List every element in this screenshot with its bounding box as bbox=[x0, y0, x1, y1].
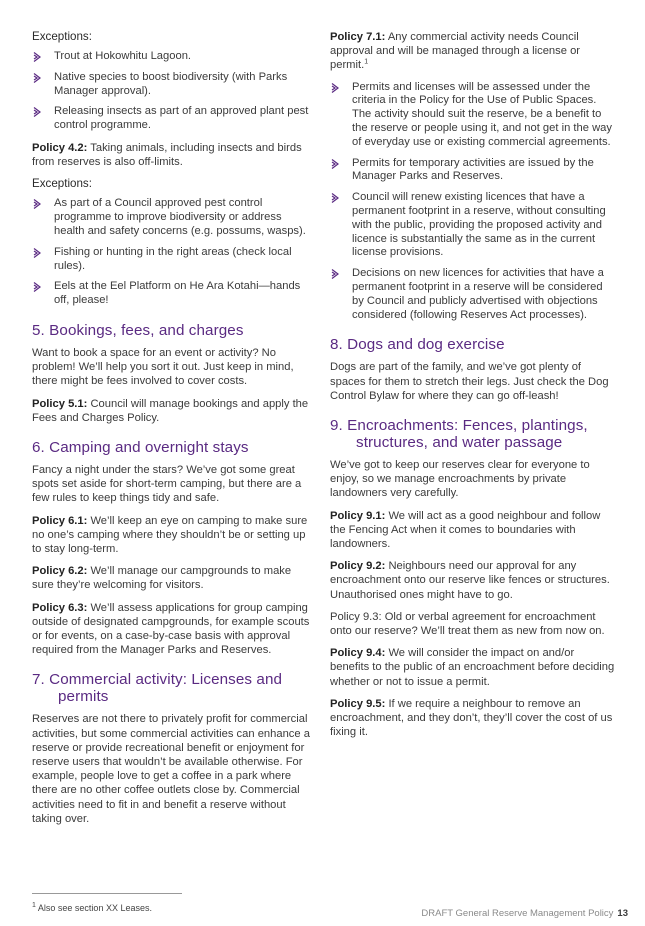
footnote bbox=[32, 903, 152, 913]
list-item-text: Trout at Hokowhitu Lagoon. bbox=[54, 50, 192, 62]
section-heading-9 bbox=[330, 417, 616, 451]
section-6-intro: Fancy a night under the stars? We’ve got some great spots set aside for short-term camping, but there are a few rules to keep things tidy and safe. bbox=[32, 463, 302, 505]
list-item-text: Native species to boost biodiversity (with Parks Manager approval). bbox=[54, 70, 288, 97]
double-chevron-right-icon bbox=[32, 198, 44, 210]
list-item-text: Eels at the Eel Platform on He Ara Kotahi—hands off, please! bbox=[54, 280, 301, 307]
footer-title: DRAFT General Reserve Management Policy bbox=[421, 908, 614, 919]
policy-7-1 bbox=[330, 30, 616, 73]
section-8-intro: Dogs are part of the family, and we’ve got plenty of spaces for them to stretch their legs. Just check the Dog Control Bylaw for where they can go off-leash! bbox=[330, 361, 609, 402]
policy-text: Taking animals, including insects and birds from reserves is also off-limits. bbox=[32, 141, 302, 169]
policy-4-2 bbox=[32, 141, 314, 169]
double-chevron-right-icon bbox=[32, 247, 44, 259]
section-heading-5: 5. Bookings, fees, and charges bbox=[32, 321, 244, 339]
list-item bbox=[32, 197, 314, 238]
policy-text: We’ll manage our campgrounds to make sure they’re welcoming for visitors. bbox=[32, 565, 292, 592]
policy-9-2 bbox=[330, 559, 616, 602]
policy-text: We will act as a good neighbour and follow the Fencing Act when it comes to boundaries with landowners. bbox=[330, 509, 601, 550]
policy-id: Policy 9.2: bbox=[330, 560, 386, 573]
policy-9-5 bbox=[330, 697, 616, 740]
list-item bbox=[32, 71, 314, 99]
list-item bbox=[330, 267, 616, 322]
exceptions-list bbox=[32, 197, 314, 308]
policy-id: Policy 6.3: bbox=[32, 601, 88, 614]
double-chevron-right-icon bbox=[32, 281, 44, 293]
section-5-intro: Want to book a space for an event or activity? No problem! We’ll help you sort it out. Just keep in mind, there might be fees involved to cover costs. bbox=[32, 346, 294, 388]
policy-text: Any commercial activity needs Council approval and will be managed through a license or permit. bbox=[330, 31, 581, 72]
list-item bbox=[330, 191, 616, 260]
page-number: 13 bbox=[617, 908, 628, 919]
list-item bbox=[330, 81, 616, 150]
exceptions-list bbox=[32, 50, 314, 133]
left-column bbox=[32, 30, 314, 834]
policy-6-1 bbox=[32, 514, 314, 557]
footnote-text: Also see section XX Leases. bbox=[35, 903, 152, 913]
double-chevron-right-icon bbox=[330, 82, 342, 94]
list-item-text: Permits for temporary activities are issued by the Manager Parks and Reserves. bbox=[352, 156, 594, 183]
list-item bbox=[330, 157, 616, 185]
heading-line: permits bbox=[58, 688, 109, 706]
right-column bbox=[330, 30, 616, 747]
section-9-intro: We’ve got to keep our reserves clear for everyone to enjoy, so we manage encroachments by private landowners very carefully. bbox=[330, 458, 590, 500]
heading-line: 7. Commercial activity: Licenses and bbox=[32, 671, 283, 689]
policy-text: We will consider the impact on and/or benefits to the public of an encroachment before deciding whether or not to issue a permit. bbox=[330, 647, 615, 688]
policy-text: Neighbours need our approval for any encroachment onto our reserve like fences or structures. Unauthorised ones might have to go. bbox=[330, 560, 610, 601]
list-item-text: Decisions on new licences for activities that have a permanent footprint in a reserve will be considered by Council and publicly advertised with objections considered (following Reserves Act processes). bbox=[352, 267, 604, 321]
policy-5-1 bbox=[32, 397, 314, 425]
policy-9-1 bbox=[330, 509, 616, 552]
policy-6-3 bbox=[32, 601, 314, 658]
policy-text: If we require a neighbour to remove an encroachment, and they don’t, they’ll cover the cost of us fixing it. bbox=[330, 697, 613, 739]
policy-id: Policy 7.1: bbox=[330, 31, 386, 43]
list-item-text: Fishing or hunting in the right areas (check local rules). bbox=[54, 245, 292, 272]
heading-line: 9. Encroachments: Fences, plantings, bbox=[330, 416, 588, 434]
double-chevron-right-icon bbox=[330, 192, 342, 204]
policy-id: Policy 5.1: bbox=[32, 397, 88, 410]
section-heading-8: 8. Dogs and dog exercise bbox=[330, 336, 505, 354]
exceptions-label: Exceptions: bbox=[32, 30, 92, 43]
list-item-text: As part of a Council approved pest control programme to improve biodiversity or address health and safety concerns (e.g. possums, wasps). bbox=[54, 197, 306, 237]
double-chevron-right-icon bbox=[32, 51, 44, 63]
double-chevron-right-icon bbox=[330, 158, 342, 170]
section-heading-6: 6. Camping and overnight stays bbox=[32, 438, 249, 456]
list-item bbox=[32, 105, 314, 133]
policy-9-4 bbox=[330, 646, 616, 689]
policy-6-2 bbox=[32, 564, 314, 592]
policy-9-3: Policy 9.3: Old or verbal agreement for encroachment onto our reserve? We’ll treat them as new from now on. bbox=[330, 610, 605, 637]
policy-id: Policy 6.2: bbox=[32, 565, 88, 578]
list-item-text: Council will renew existing licences that have a permanent footprint in a reserve, without consulting with the public, providing the proposed activity and licence is substantially the same as in the current license provisions. bbox=[352, 191, 606, 259]
policy-7-1-list bbox=[330, 81, 616, 323]
policy-id: Policy 9.1: bbox=[330, 509, 386, 522]
policy-id: Policy 9.5: bbox=[330, 697, 386, 710]
section-7-intro: Reserves are not there to privately profit for commercial activities, but some commercial activities can enhance a reserve or provide recreational benefit or enjoyment for reserve users that wouldn’t be available otherwise. For example, people love to get a coffee in a park where there are no other coffee outlets close by. Commercial activities need to fit in and benefit a reserve without taking over. bbox=[32, 713, 310, 825]
list-item bbox=[32, 50, 314, 64]
double-chevron-right-icon bbox=[32, 106, 44, 118]
list-item-text: Releasing insects as part of an approved plant pest control programme. bbox=[54, 105, 309, 132]
footnote-divider bbox=[32, 893, 182, 894]
exceptions-label: Exceptions: bbox=[32, 177, 92, 191]
policy-id: Policy 6.1: bbox=[32, 514, 88, 527]
page-footer bbox=[421, 908, 628, 919]
section-heading-7 bbox=[32, 671, 314, 705]
policy-id: Policy 4.2: bbox=[32, 141, 88, 154]
list-item bbox=[32, 246, 314, 274]
double-chevron-right-icon bbox=[330, 268, 342, 280]
policy-text: Council will manage bookings and apply the Fees and Charges Policy. bbox=[32, 397, 309, 424]
heading-line: structures, and water passage bbox=[356, 433, 563, 451]
policy-text: We’ll assess applications for group camping outside of designated campgrounds, for example scouts or for events, on a case-by-case basis with approval required from the Manager Parks and Reserves. bbox=[32, 601, 310, 657]
policy-id: Policy 9.4: bbox=[330, 647, 386, 660]
double-chevron-right-icon bbox=[32, 72, 44, 84]
list-item bbox=[32, 280, 314, 308]
policy-text: We’ll keep an eye on camping to make sure no one’s camping where they shouldn’t be or setting up to stay long-term. bbox=[32, 514, 308, 555]
footnote-ref: 1 bbox=[364, 58, 369, 66]
list-item-text: Permits and licenses will be assessed under the criteria in the Policy for the Use of Public Spaces. The activity should suit the reserve, be a benefit to the reserve or people using it, and not get in the way of everyday use or existing commercial agreements. bbox=[352, 80, 612, 148]
footnote-marker: 1 bbox=[32, 902, 36, 909]
